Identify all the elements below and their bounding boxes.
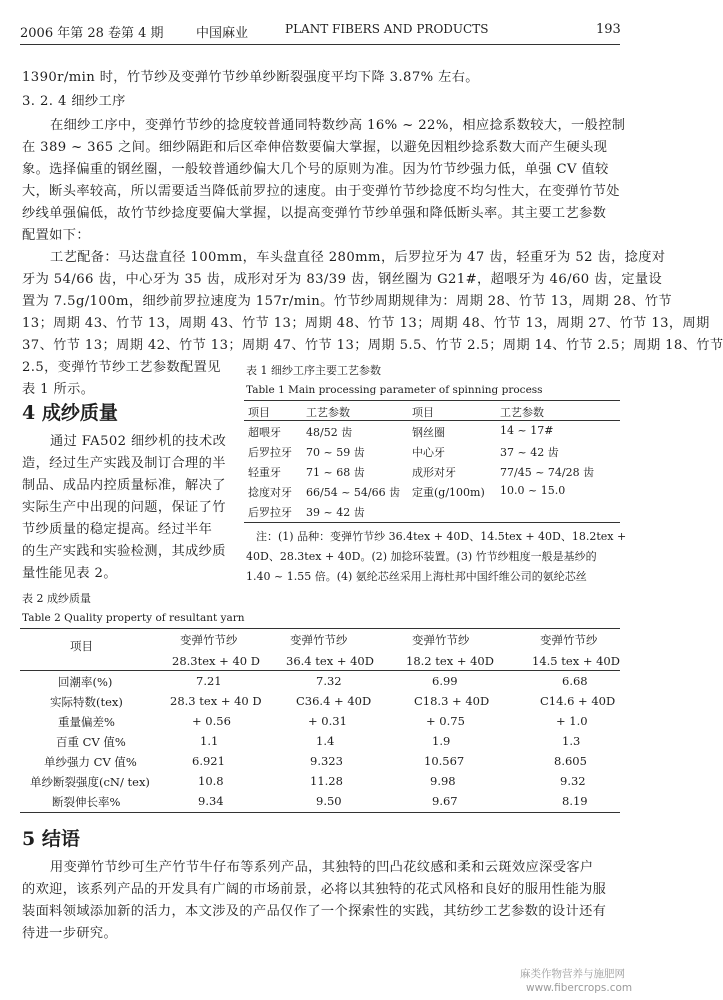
column-name: 变弹竹节纱: [180, 633, 238, 647]
table-cell: 7.21: [196, 674, 222, 688]
table-cell: 71 ~ 68 齿: [306, 466, 365, 479]
table-cell: 定重(g/100m): [412, 486, 485, 499]
text-line: 13；周期 43、竹节 13，周期 43、竹节 13；周期 48、竹节 13；周期 48、竹节 13，周期 27、竹节 13，周期: [22, 316, 710, 331]
row-label: 实际特数(tex): [50, 695, 123, 709]
row-label: 百重 CV 值%: [56, 735, 126, 749]
text-line: 待进一步研究。: [22, 926, 118, 941]
section-4-heading: 4 成纱质量: [22, 402, 118, 424]
table-1-caption-en: Table 1 Main processing parameter of spinning process: [246, 384, 543, 396]
table-cell: 39 ~ 42 齿: [306, 506, 365, 519]
text-line: 2.5，变弹竹节纱工艺参数配置见: [22, 360, 221, 375]
column-name: 变弹竹节纱: [540, 633, 598, 647]
text-line: 37、竹节 13；周期 42、竹节 13；周期 47、竹节 13；周期 5.5、竹节 2.5；周期 14、竹节 2.5；周期 18、竹节: [22, 338, 723, 353]
table-1-caption-cn: 表 1 细纱工序主要工艺参数: [246, 364, 381, 377]
text-line: 置为 7.5g/100m，细纱前罗拉速度为 157r/min。竹节纱周期规律为：周期 28、竹节 13，周期 28、竹节: [22, 294, 672, 309]
journal-name-en: PLANT FIBERS AND PRODUCTS: [285, 22, 489, 36]
table-cell: 超喂牙: [248, 426, 281, 439]
table-cell: 37 ~ 42 齿: [500, 446, 559, 459]
column-name: 变弹竹节纱: [290, 633, 348, 647]
table-cell: 1.1: [200, 734, 219, 748]
table-cell: 70 ~ 59 齿: [306, 446, 365, 459]
row-label: 重量偏差%: [58, 715, 115, 729]
text-line: 的生产实践和实验检测，其成纱质: [22, 544, 226, 559]
table-cell: 8.605: [554, 754, 587, 768]
text-line: 纱线单强偏低，故竹节纱捻度要偏大掌握，以提高变弹竹节纱单强和降低断头率。其主要工艺参数: [22, 206, 607, 221]
table-1-header-rule: [244, 420, 620, 421]
text-line: 表 1 所示。: [22, 382, 95, 397]
table-2-caption-cn: 表 2 成纱质量: [22, 592, 91, 605]
table-cell: 捻度对牙: [248, 486, 292, 499]
column-spec: 14.5 tex + 40D: [532, 654, 620, 668]
text-line: 通过 FA502 细纱机的技术改: [50, 434, 227, 449]
table-1-bottom-rule: [244, 522, 620, 523]
text-line: 工艺配备：马达盘直径 100mm，车头盘直径 280mm，后罗拉牙为 47 齿，轻重牙为 52 齿，捻度对: [50, 250, 666, 265]
text-line: 在 389 ~ 365 之间。细纱隔距和后区牵伸倍数要偏大掌握，以避免因粗纱捻系数大而产生硬头现: [22, 140, 608, 155]
table-cell: 1.3: [562, 734, 581, 748]
note-line: 注：(1) 品种：变弹竹节纱 36.4tex + 40D、14.5tex + 40D、18.2tex +: [256, 530, 627, 543]
carryover-line: 1390r/min 时，竹节纱及变弹竹节纱单纱断裂强度平均下降 3.87% 左右。: [22, 70, 479, 85]
journal-name-cn: 中国麻业: [196, 26, 249, 41]
table-cell: 7.32: [316, 674, 342, 688]
table-cell: 9.50: [316, 794, 342, 808]
text-line: 象。选择偏重的钢丝圈，一般较普通纱偏大几个号的原则为准。因为竹节纱强力低，单强 CV 值较: [22, 162, 609, 177]
table-cell: + 0.75: [426, 714, 465, 728]
header-rule: [20, 44, 620, 45]
table-cell: 14 ~ 17#: [500, 424, 554, 437]
table-cell: 9.32: [560, 774, 586, 788]
text-line: 用变弹竹节纱可生产竹节牛仔布等系列产品，其独特的凹凸花纹感和柔和云斑效应深受客户: [50, 860, 594, 875]
table-cell: 9.34: [198, 794, 224, 808]
text-line: 节纱质量的稳定提高。经过半年: [22, 522, 213, 537]
text-line: 实际生产中出现的问题，保证了竹: [22, 500, 226, 515]
table-cell: 66/54 ~ 54/66 齿: [306, 486, 401, 499]
table-2-col-header-item: 项目: [70, 639, 93, 653]
note-line: 40D、28.3tex + 40D。(2) 加捻环装置。(3) 竹节纱粗度一般是基纱的: [246, 550, 597, 563]
table-cell: 10.8: [198, 774, 224, 788]
text-line: 在细纱工序中，变弹竹节纱的捻度较普通同特数纱高 16% ~ 22%，相应捻系数较大，一般控制: [50, 118, 626, 133]
table-cell: + 0.31: [308, 714, 347, 728]
table-cell: + 1.0: [556, 714, 588, 728]
page-number: 193: [596, 22, 621, 37]
row-label: 单纱断裂强度(cN/ tex): [30, 775, 150, 789]
table-cell: 后罗拉牙: [248, 506, 292, 519]
table-1-header-param: 工艺参数: [306, 406, 350, 419]
text-line: 牙为 54/66 齿，中心牙为 35 齿，成形对牙为 83/39 齿，钢丝圈为 G21#，超喂牙为 46/60 齿，定量设: [22, 272, 663, 287]
section-3-2-4-heading: 3. 2. 4 细纱工序: [22, 94, 126, 109]
table-cell: 9.67: [432, 794, 458, 808]
table-2-header-rule: [20, 670, 620, 671]
text-line: 量性能见表 2。: [22, 566, 117, 581]
table-cell: 6.99: [432, 674, 458, 688]
watermark-cn: 麻类作物营养与施肥网: [520, 968, 625, 980]
text-line: 制品、成品内控质量标准，解决了: [22, 478, 226, 493]
table-cell: 77/45 ~ 74/28 齿: [500, 466, 595, 479]
table-1-top-rule: [244, 400, 620, 401]
table-cell: 8.19: [562, 794, 588, 808]
table-1-header-param: 工艺参数: [500, 406, 544, 419]
table-cell: 9.323: [310, 754, 343, 768]
table-cell: C36.4 + 40D: [296, 694, 372, 708]
text-line: 装面料领域添加新的活力，本文涉及的产品仅作了一个探索性的实践，其纺纱工艺参数的设计还有: [22, 904, 607, 919]
watermark-url: www.fibercrops.com: [526, 982, 633, 994]
table-cell: 10.0 ~ 15.0: [500, 484, 566, 497]
table-cell: 1.4: [316, 734, 335, 748]
table-1-header-item: 项目: [248, 406, 270, 419]
note-line: 1.40 ~ 1.55 倍。(4) 氨纶芯丝采用上海杜邦中国纤维公司的氨纶芯丝: [246, 570, 587, 583]
column-spec: 18.2 tex + 40D: [406, 654, 494, 668]
table-cell: C14.6 + 40D: [540, 694, 616, 708]
row-label: 断裂伸长率%: [52, 795, 121, 809]
table-cell: 成形对牙: [412, 466, 456, 479]
column-spec: 28.3tex + 40 D: [172, 654, 260, 668]
table-cell: 28.3 tex + 40 D: [170, 694, 262, 708]
table-2-caption-en: Table 2 Quality property of resultant yarn: [22, 612, 245, 624]
table-2-bottom-rule: [20, 812, 620, 813]
table-cell: + 0.56: [192, 714, 231, 728]
table-cell: 6.68: [562, 674, 588, 688]
row-label: 回潮率(%): [58, 675, 113, 689]
table-1-header-item: 项目: [412, 406, 434, 419]
table-cell: 1.9: [432, 734, 451, 748]
table-2-top-rule: [20, 628, 620, 629]
table-cell: 中心牙: [412, 446, 445, 459]
text-line: 大，断头率较高，所以需要适当降低前罗拉的速度。由于变弹竹节纱捻度不均匀性大，在变弹竹节处: [22, 184, 620, 199]
table-cell: 11.28: [310, 774, 343, 788]
table-cell: 10.567: [424, 754, 465, 768]
table-cell: C18.3 + 40D: [414, 694, 490, 708]
table-cell: 6.921: [192, 754, 225, 768]
issue-info: 2006 年第 28 卷第 4 期: [20, 26, 164, 41]
text-line: 造，经过生产实践及制订合理的半: [22, 456, 226, 471]
table-cell: 9.98: [430, 774, 456, 788]
column-spec: 36.4 tex + 40D: [286, 654, 374, 668]
section-5-heading: 5 结语: [22, 828, 80, 850]
table-cell: 48/52 齿: [306, 426, 353, 439]
text-line: 配置如下：: [22, 228, 90, 243]
table-cell: 后罗拉牙: [248, 446, 292, 459]
column-name: 变弹竹节纱: [412, 633, 470, 647]
text-line: 的欢迎，该系列产品的开发具有广阔的市场前景，必将以其独特的花式风格和良好的服用性能为服: [22, 882, 607, 897]
table-cell: 轻重牙: [248, 466, 281, 479]
table-cell: 钢丝圈: [412, 426, 445, 439]
row-label: 单纱强力 CV 值%: [44, 755, 137, 769]
